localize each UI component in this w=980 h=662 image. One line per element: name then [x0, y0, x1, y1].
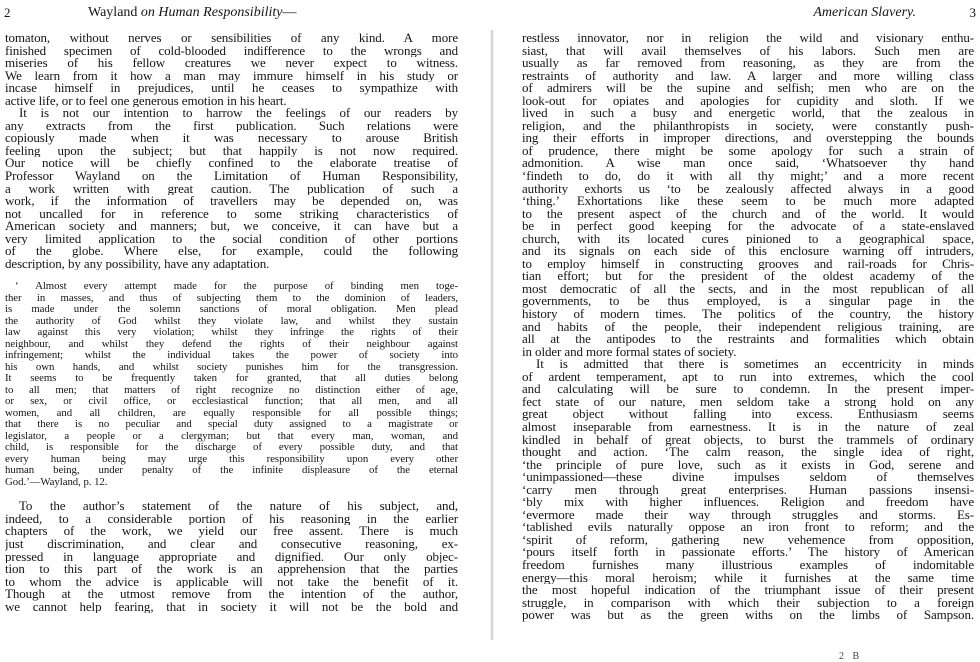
quote-line: women, and all children, are equally responsible for all possible things;	[5, 407, 458, 419]
text-line: to the present aspect of the church and of the world. It would	[522, 207, 974, 221]
text-line: the most hopeful indication of the triumphant issue of their present	[522, 584, 974, 597]
text-line: authority exhorts us ‘to be zealously affected always in a good	[522, 182, 974, 196]
text-line: ‘thing.’ Exhortations like these seem to be much more adapted	[522, 195, 974, 208]
text-line: copiously made when it was necessary to arouse British	[5, 132, 458, 145]
quote-line: child, is responsible for the discharge of every possible duty, and that	[5, 442, 458, 454]
quote-line: to all men; that matters of right recognize no distinction either of age,	[5, 384, 458, 396]
quote-line: neighbour, and whilst they defend the rights of their neighbour against	[5, 338, 458, 350]
left-page-body	[5, 32, 458, 613]
quote-line: ‘ Almost every attempt made for the purpose of binding men toge-	[15, 281, 458, 293]
text-line: ‘the principle of pure love, such as it exists in God, serene and	[522, 458, 974, 472]
right-running-head: American Slavery.	[813, 5, 916, 20]
text-line: ‘findeth to do, do it with all thy might;’ and a more recent	[522, 170, 974, 183]
quote-line: law against this very violation; whilst they infringe the rights of their	[5, 327, 458, 339]
text-line: to whom the advice is applicable will not take the benefit of it.	[5, 575, 458, 589]
text-line: feeling upon the subject; but that happily is not now required.	[5, 144, 458, 158]
text-line: It is not our intention to harrow the feelings of our readers by	[19, 107, 458, 120]
left-running-head: Wayland on Human Responsibility—	[88, 5, 297, 20]
text-line: work, if the information of travellers may be depended on, was	[5, 195, 458, 208]
text-line: ‘bly mix with higher influences. Religion and freedom have	[522, 496, 974, 509]
quote-line: or sex, or civil office, or ecclesiastical function; that all men, and all	[5, 396, 458, 408]
text-line: not uncalled for in reference to some striking characteristics of	[5, 207, 458, 221]
text-line: active life, or to feel one generous emotion in his heart.	[5, 94, 287, 108]
text-line: and its signals on each side of this enclosure warning off intruders,	[522, 245, 974, 258]
text-line: freedom furnishes many illustrious examples of indomitable	[522, 558, 974, 572]
text-line: incase himself in prejudices, until he ceases to sympathize with	[5, 82, 458, 95]
text-line: Though at the utmost remove from the intention of the author,	[5, 588, 458, 601]
paragraph-spacer	[5, 488, 458, 500]
right-page-body	[522, 32, 974, 622]
right-page-number: 3	[969, 5, 976, 20]
text-line: of ardent temperament, apt to run into extremes, which the cool	[522, 370, 974, 384]
text-line: struggle, in comparison with which their subjection to a foreign	[522, 596, 974, 610]
quote-line: is made under the solemn sanctions of moral obligation. Men plead	[5, 304, 458, 316]
text-line: tian effort; but for the president of the oldest academy of the	[522, 270, 974, 283]
text-line: ‘spirit of reform, gathering new vehemence from opposition,	[522, 533, 974, 547]
text-line: ‘pours itself forth in passionate efforts.’ The history of American	[522, 546, 974, 559]
book-gutter	[490, 30, 494, 640]
text-line: admonition. A wise man once said, ‘Whatsoever thy hand	[522, 157, 974, 171]
quote-line: ther in masses, and thus of subjecting them to the dominion of leaders,	[5, 292, 458, 304]
quote-line: that there is no peculiar and special duty assigned to a magistrate or	[5, 419, 458, 431]
paragraph-spacer	[5, 270, 458, 281]
text-line: and habits of the people, their independent religious training, are	[522, 320, 974, 334]
quote-line: the authority of God whilst they violate law, and whilst they sustain	[5, 315, 458, 327]
text-line: in older and more formal states of society.	[522, 345, 737, 359]
text-line: thought and action. ‘The calm reason, the single idea of right,	[522, 446, 974, 459]
text-line: history of modern times. The politics of the country, the history	[522, 308, 974, 321]
text-line: church, with its located cures pinioned to a geographical space,	[522, 232, 974, 246]
text-line: almost inseparable from earnestness. It is in the nature of zeal	[522, 420, 974, 434]
text-line: great object without falling into excess. Enthusiasm seems	[522, 408, 974, 421]
left-page-header	[0, 5, 462, 23]
text-line: of the globe. Where else, for example, could the following	[5, 245, 458, 258]
text-line: Our notice will be chiefly confined to the elaborate treatise of	[5, 157, 458, 171]
text-line: description, by any possibility, have any adaptation.	[5, 257, 270, 271]
text-line: ‘evermore made their way through struggles and storms. Es-	[522, 508, 974, 522]
text-line: kindled in behalf of great objects, to burst the trammels of ordinary	[522, 433, 974, 447]
left-page-number: 2	[4, 5, 11, 20]
text-line: restless innovator, nor in religion the wild and visionary enthu-	[522, 32, 974, 45]
text-line: very limited application to the social condition of other portions	[5, 232, 458, 246]
text-line: ‘tablished evils naturally oppose an iron front to reform; and the	[522, 521, 974, 534]
text-line: fect state of our nature, men seldom take a strong hold on any	[522, 395, 974, 409]
text-line: ‘unimpassioned—these divine impulses seldom of themselves	[522, 471, 974, 484]
text-line: Professor Wayland on the Limitation of Human Responsibility,	[5, 170, 458, 183]
text-line: tomaton, without nerves or sensibilities of any kind. A more	[5, 32, 458, 45]
text-line: and calculating will be sure to condemn. In the present imper-	[522, 383, 974, 396]
text-line: We learn from it how a man may immure himself in his study or	[5, 69, 458, 83]
text-line: be in perfect good keeping for the advocate of a state-enslaved	[522, 220, 974, 233]
text-line: To the author’s statement of the nature of his subject, and,	[19, 500, 458, 513]
text-line: tion to this part of the work is an apprehension that the parties	[5, 563, 458, 576]
text-line: to employ himself in constructing grooves and rail-roads for Chris-	[522, 257, 974, 271]
text-line: power was but as the green withs on the limbs of Sampson.	[522, 609, 974, 622]
text-line: all at the antipodes to the restraints and formalities which obtain	[522, 333, 974, 346]
text-line: ‘carry men through great enterprises. Human passions insensi-	[522, 483, 974, 497]
text-line: American society and manners; but, we conceive, it can have but a	[5, 220, 458, 233]
quote-line: infringement; whilst the individual takes the power of society into	[5, 350, 458, 362]
text-line: a work written with great caution. The publication of such a	[5, 182, 458, 196]
text-line: religion, and the philanthropists in society, were constantly push-	[522, 119, 974, 133]
text-line: any extracts from the first publication. Such relations were	[5, 119, 458, 133]
text-line: lived in such a busy and energetic world, that the zealous in	[522, 107, 974, 120]
quote-line: legislator, a people or a clergyman; but that every man, woman, and	[5, 430, 458, 442]
text-line: of prudence, there might be some apology for such a strain of	[522, 144, 974, 158]
text-line: energy—this moral heroism; while it furnishes at the same time	[522, 571, 974, 585]
text-line: pressed in language appropriate and dignified. Our only objec-	[5, 550, 458, 564]
quote-line: human being, under penalty of the infinite displeasure of the eternal	[5, 465, 458, 477]
right-page-header	[517, 5, 980, 23]
text-line: we cannot help fearing, that in society it will not be the bold and	[5, 600, 458, 614]
text-line: ing their efforts in improper directions, and overstepping the bounds	[522, 132, 974, 145]
text-line: most democratic of all the sects, and in the most republican of all	[522, 282, 974, 296]
quote-line: God.’—Wayland, p. 12.	[5, 476, 108, 488]
text-line: indeed, to a considerable portion of his reasoning in the earlier	[5, 512, 458, 526]
text-line: governments, to be thus employed, is a singular page in the	[522, 295, 974, 309]
text-line: of admirers will be the supine and selfish; men who are on the	[522, 82, 974, 95]
quote-line: his own hands, and whilst society punishes him for the transgression.	[5, 361, 458, 373]
quote-line: every human being may urge this responsibility upon every other	[5, 453, 458, 465]
text-line: usually as far removed from reasoning, as they are from the	[522, 57, 974, 70]
text-line: It is admitted that there is sometimes an eccentricity in minds	[536, 358, 974, 371]
text-line: restraints of authority and law. A larger and more willing class	[522, 69, 974, 83]
quote-line: It seems to be frequently taken for granted, that all duties belong	[5, 373, 458, 385]
text-line: look-out for opiates and apologies for cupidity and sloth. If we	[522, 94, 974, 108]
text-line: miseries of his fellow creatures we never expect to witness.	[5, 57, 458, 70]
signature-mark: 2 B	[839, 651, 863, 662]
block-quote	[5, 281, 458, 488]
text-line: chapters of the work, we yield our free assent. There is much	[5, 525, 458, 539]
text-line: finished specimen of cold-blooded indifference to the wrongs and	[5, 44, 458, 58]
text-line: just discrimination, and clear and consecutive reasoning, ex-	[5, 538, 458, 551]
text-line: siast, that will avail themselves of his labors. Such men are	[522, 44, 974, 58]
